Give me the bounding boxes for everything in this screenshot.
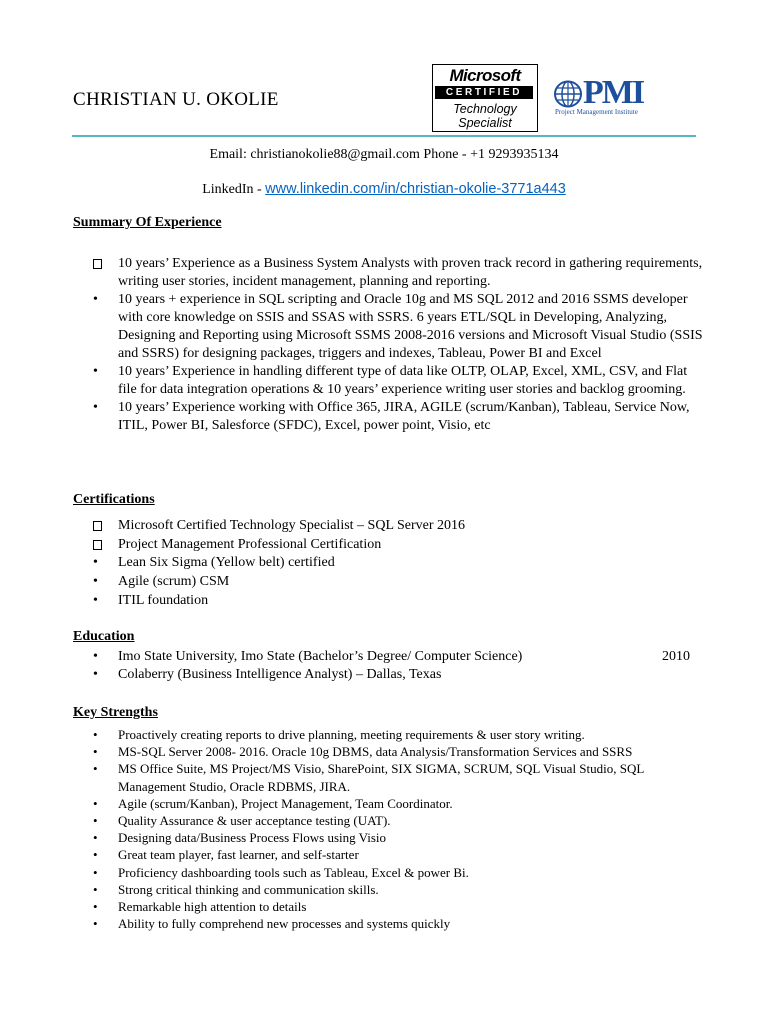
education-year: 2010 [662, 649, 690, 664]
list-item: • MS-SQL Server 2008- 2016. Oracle 10g DBMS, data Analysis/Transformation Services and SSRS [93, 744, 633, 760]
pmi-subtitle: Project Management Institute [555, 108, 638, 116]
bullet-icon: • [93, 400, 98, 415]
list-item: • Proficiency dashboarding tools such as Tableau, Excel & power Bi. [93, 864, 469, 880]
globe-icon [553, 80, 583, 108]
bullet-icon: • [93, 364, 98, 379]
microsoft-logo-line1: Technology [453, 102, 517, 116]
education-heading: Education [73, 629, 135, 644]
bullet-icon: • [93, 574, 98, 590]
bullet-icon: • [93, 555, 98, 571]
list-item: • Agile (scrum) CSM [93, 573, 703, 592]
list-item: • 10 years + experience in SQL scripting and Oracle 10g and MS SQL 2012 and 2016 SSMS developer with core knowledge on SSIS and SSAS with SSRS. 6 years ETL/SQL in Developing, Analyzing, Designing and Reporting using Microsoft SSMS 2008-2016 versions and Microsoft Visual Studio (SSIS and SSRS) for designing packages, triggers and indexes, Tableau, Power BI and Excel [93, 292, 703, 361]
bullet-icon: • [93, 795, 98, 811]
key-strengths-list [93, 726, 703, 932]
bullet-icon: • [93, 830, 98, 846]
bullet-icon: • [93, 292, 98, 307]
list-item: • Proactively creating reports to drive planning, meeting requirements & user story writing. [93, 727, 585, 742]
linkedin-label: LinkedIn - [202, 182, 266, 197]
list-item: • Great team player, fast learner, and self-starter [93, 847, 359, 863]
bullet-icon: • [93, 727, 98, 742]
bullet-icon: • [93, 847, 98, 863]
list-item: Project Management Professional Certification [93, 536, 703, 555]
pmi-letters: PMI [583, 74, 644, 111]
microsoft-logo-line2: Specialist [458, 116, 512, 130]
header-divider [72, 135, 696, 137]
candidate-name: CHRISTIAN U. OKOLIE [73, 89, 279, 110]
certifications-heading: Certifications [73, 492, 155, 507]
microsoft-certified-logo [432, 64, 538, 132]
list-item: • Remarkable high attention to details [93, 899, 307, 915]
list-item: • Designing data/Business Process Flows using Visio [93, 830, 387, 846]
list-item: • 10 years’ Experience in handling different type of data like OLTP, OLAP, Excel, XML, CSV, and Flat file for data integration operations & 10 years’ experience writing user stories and backlog grooming. [93, 364, 688, 397]
linkedin-link[interactable]: www.linkedin.com/in/christian-okolie-3771a443 [265, 181, 566, 197]
list-item: • Agile (scrum/Kanban), Project Management, Team Coordinator. [93, 795, 453, 811]
bullet-icon: • [93, 667, 98, 682]
education-list [93, 648, 690, 684]
list-item: • Ability to fully comprehend new processes and systems quickly [93, 916, 451, 932]
summary-heading: Summary Of Experience [73, 215, 222, 230]
checkbox-icon [93, 255, 102, 275]
list-item: 10 years’ Experience as a Business System Analysts with proven track record in gathering requirements, writing user stories, incident management, planning and reporting. [93, 255, 703, 291]
bullet-icon: • [93, 881, 98, 897]
list-item: • Quality Assurance & user acceptance testing (UAT). [93, 813, 391, 829]
list-item: • Strong critical thinking and communication skills. [93, 881, 379, 897]
list-item: • MS Office Suite, MS Project/MS Visio, SharePoint, SIX SIGMA, SCRUM, SQL Visual Studio, SQL Management Studio, Oracle RDBMS, JIRA. [93, 761, 644, 794]
bullet-icon: • [93, 744, 98, 760]
list-item: • ITIL foundation [93, 592, 703, 611]
bullet-icon: • [93, 899, 98, 915]
microsoft-logo-brand: Microsoft [449, 66, 521, 85]
linkedin-line [0, 181, 768, 198]
list-item: • Lean Six Sigma (Yellow belt) certified [93, 554, 703, 573]
certifications-list [93, 517, 703, 611]
summary-list [93, 255, 703, 435]
list-item: • Imo State University, Imo State (Bachelor’s Degree/ Computer Science) 2010 [93, 649, 690, 664]
list-item: Microsoft Certified Technology Specialist – SQL Server 2016 [93, 517, 703, 536]
contact-line: Email: christianokolie88@gmail.com Phone - +1 9293935134 [209, 147, 559, 162]
bullet-icon: • [93, 761, 98, 777]
list-item: • Colaberry (Business Intelligence Analyst) – Dallas, Texas [93, 667, 442, 682]
bullet-icon: • [93, 592, 98, 608]
pmi-logo [553, 74, 658, 120]
microsoft-logo-certified: CERTIFIED [435, 86, 533, 99]
checkbox-icon [93, 536, 102, 557]
bullet-icon: • [93, 649, 98, 664]
bullet-icon: • [93, 813, 98, 829]
list-item: • 10 years’ Experience working with Office 365, JIRA, AGILE (scrum/Kanban), Tableau, Service Now, ITIL, Power BI, Salesforce (SFDC), Excel, power point, Visio, etc [93, 400, 690, 433]
bullet-icon: • [93, 864, 98, 880]
bullet-icon: • [93, 916, 98, 932]
key-strengths-heading: Key Strengths [73, 705, 158, 720]
checkbox-icon [93, 517, 102, 538]
